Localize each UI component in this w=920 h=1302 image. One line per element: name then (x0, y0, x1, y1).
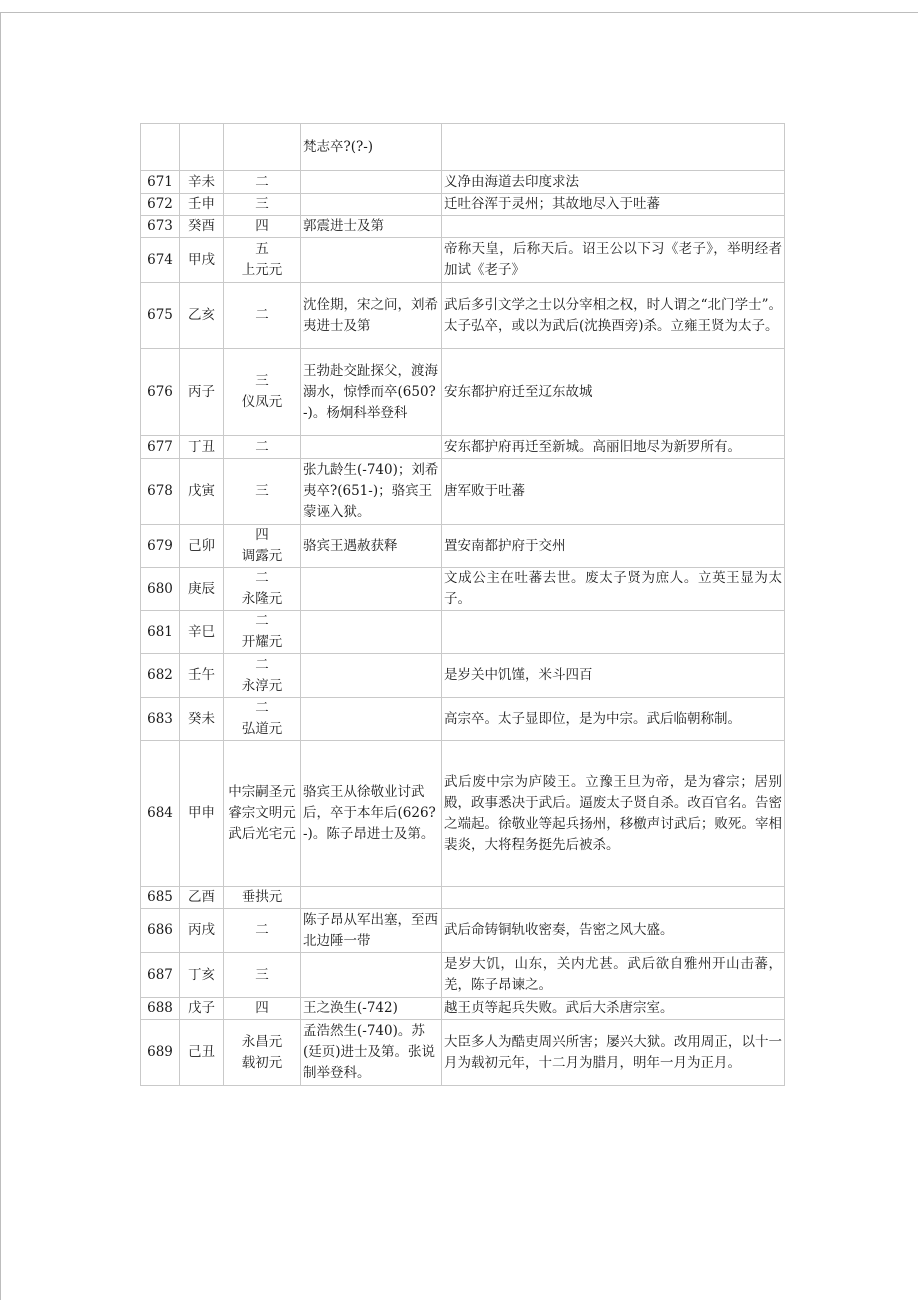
ganzhi-cell: 甲戌 (180, 238, 224, 283)
reign-line: 三 (255, 373, 269, 389)
literature-cell: 沈佺期，宋之问，刘希夷进士及第 (301, 283, 442, 349)
chronology-table-body (141, 124, 785, 1086)
reign-line: 三 (255, 966, 269, 983)
year-cell: 684 (141, 741, 180, 887)
reign-line: 垂拱元 (241, 889, 283, 905)
ganzhi-cell: 辛未 (180, 171, 224, 194)
ganzhi-cell: 辛巳 (180, 611, 224, 654)
year-cell: 679 (141, 525, 180, 568)
events-cell: 武后命铸铜轨收密奏，告密之风大盛。 (442, 909, 785, 953)
reign-line: 二 (255, 570, 269, 586)
table-row (141, 525, 785, 568)
events-cell (442, 124, 785, 171)
events-cell: 武后废中宗为庐陵王。立豫王旦为帝，是为睿宗；居别殿，政事悉决于武后。逼废太子贤自杀。改百官名。告密之端起。徐敬业等起兵扬州，移檄声讨武后；败死。宰相裴炎，大将程务挺先后被杀。 (442, 741, 785, 887)
year-cell: 687 (141, 953, 180, 998)
year-cell: 688 (141, 998, 180, 1020)
reign-line: 二 (255, 922, 269, 938)
reign-cell (224, 568, 301, 611)
year-cell: 685 (141, 887, 180, 909)
reign-line: 武后光宅元 (228, 826, 296, 842)
reign-line: 中宗嗣圣元 (228, 784, 296, 800)
events-cell: 义净由海道去印度求法 (442, 171, 785, 194)
events-cell: 帝称天皇，后称天后。诏王公以下习《老子》，举明经者加试《老子》 (442, 238, 785, 283)
ganzhi-cell: 壬午 (180, 654, 224, 698)
reign-line: 二 (255, 438, 269, 455)
year-cell: 677 (141, 436, 180, 459)
reign-line: 永隆元 (241, 591, 283, 607)
reign-line: 二 (255, 700, 269, 716)
ganzhi-cell: 戊子 (180, 998, 224, 1020)
table-row (141, 124, 785, 171)
ganzhi-cell: 丁丑 (180, 436, 224, 459)
literature-cell (301, 171, 442, 194)
table-row (141, 194, 785, 216)
table-row (141, 909, 785, 953)
reign-cell (224, 124, 301, 171)
table-row (141, 953, 785, 998)
year-cell (141, 124, 180, 171)
literature-cell (301, 238, 442, 283)
reign-line: 开耀元 (241, 634, 283, 650)
table-row (141, 436, 785, 459)
ganzhi-cell: 癸未 (180, 698, 224, 741)
reign-line: 调露元 (241, 548, 283, 564)
reign-cell (224, 909, 301, 953)
literature-cell: 陈子昂从军出塞，至西北边陲一带 (301, 909, 442, 953)
table-row (141, 216, 785, 238)
reign-cell (224, 283, 301, 349)
reign-line: 上元元 (241, 262, 283, 278)
table-row (141, 349, 785, 436)
ganzhi-cell: 己卯 (180, 525, 224, 568)
reign-line: 四 (255, 1000, 269, 1016)
reign-cell (224, 1020, 301, 1086)
table-row (141, 741, 785, 887)
ganzhi-cell: 乙酉 (180, 887, 224, 909)
events-cell: 文成公主在吐蕃去世。废太子贤为庶人。立英王显为太子。 (442, 568, 785, 611)
reign-cell (224, 238, 301, 283)
events-cell (442, 216, 785, 238)
events-cell: 是岁大饥，山东，关内尤甚。武后欲自雅州开山击蕃，羌，陈子昂谏之。 (442, 953, 785, 998)
reign-cell (224, 953, 301, 998)
table-row (141, 654, 785, 698)
year-cell: 673 (141, 216, 180, 238)
reign-line: 二 (255, 656, 269, 673)
literature-cell (301, 887, 442, 909)
reign-cell (224, 349, 301, 436)
ganzhi-cell: 癸酉 (180, 216, 224, 238)
year-cell: 683 (141, 698, 180, 741)
literature-cell (301, 194, 442, 216)
literature-cell: 孟浩然生(-740)。苏(廷页)进士及第。张说制举登科。 (301, 1020, 442, 1086)
literature-cell (301, 698, 442, 741)
events-cell: 置安南都护府于交州 (442, 525, 785, 568)
ganzhi-cell: 壬申 (180, 194, 224, 216)
reign-line: 三 (255, 196, 269, 212)
ganzhi-cell: 丁亥 (180, 953, 224, 998)
events-cell: 高宗卒。太子显即位，是为中宗。武后临朝称制。 (442, 698, 785, 741)
table-row (141, 171, 785, 194)
reign-line: 四 (255, 527, 269, 543)
year-cell: 676 (141, 349, 180, 436)
year-cell: 672 (141, 194, 180, 216)
year-cell: 680 (141, 568, 180, 611)
year-cell: 671 (141, 171, 180, 194)
literature-cell: 骆宾王从徐敬业讨武后，卒于本年后(626?-)。陈子昂进士及第。 (301, 741, 442, 887)
ganzhi-cell: 甲申 (180, 741, 224, 887)
year-cell: 681 (141, 611, 180, 654)
reign-line: 永昌元 (241, 1033, 283, 1050)
year-cell: 678 (141, 459, 180, 525)
year-cell: 675 (141, 283, 180, 349)
reign-cell (224, 459, 301, 525)
events-cell: 唐军败于吐蕃 (442, 459, 785, 525)
literature-cell (301, 611, 442, 654)
year-cell: 686 (141, 909, 180, 953)
literature-cell: 王勃赴交趾探父，渡海溺水，惊悸而卒(650?-)。杨炯科举登科 (301, 349, 442, 436)
events-cell: 大臣多人为酷吏周兴所害；屡兴大狱。改用周正，以十一月为载初元年，十二月为腊月，明年一月为正月。 (442, 1020, 785, 1086)
events-cell: 越王贞等起兵失败。武后大杀唐宗室。 (442, 998, 785, 1020)
reign-cell (224, 654, 301, 698)
ganzhi-cell: 戊寅 (180, 459, 224, 525)
table-row (141, 611, 785, 654)
chronology-table (140, 123, 785, 1086)
reign-line: 四 (255, 218, 269, 234)
reign-line: 三 (255, 483, 269, 499)
reign-line: 五 (255, 241, 269, 257)
year-cell: 689 (141, 1020, 180, 1086)
table-row (141, 698, 785, 741)
year-cell: 682 (141, 654, 180, 698)
ganzhi-cell: 乙亥 (180, 283, 224, 349)
reign-line: 睿宗文明元 (228, 805, 296, 821)
table-row (141, 887, 785, 909)
ganzhi-cell: 庚辰 (180, 568, 224, 611)
events-cell (442, 887, 785, 909)
reign-cell (224, 998, 301, 1020)
ganzhi-cell: 丙子 (180, 349, 224, 436)
events-cell: 是岁关中饥馑，米斗四百 (442, 654, 785, 698)
reign-cell (224, 698, 301, 741)
literature-cell: 郭震进士及第 (301, 216, 442, 238)
ganzhi-cell (180, 124, 224, 171)
events-cell (442, 611, 785, 654)
reign-line: 二 (255, 613, 269, 629)
reign-line: 弘道元 (241, 721, 283, 737)
reign-line: 永淳元 (241, 677, 283, 694)
literature-cell (301, 953, 442, 998)
reign-line: 载初元 (241, 1054, 283, 1071)
reign-cell (224, 194, 301, 216)
reign-cell (224, 436, 301, 459)
events-cell: 武后多引文学之士以分宰相之权，时人谓之“北门学士”。太子弘卒，或以为武后(沈换酉旁)杀。立雍王贤为太子。 (442, 283, 785, 349)
literature-cell (301, 654, 442, 698)
reign-cell (224, 171, 301, 194)
literature-cell: 骆宾王遇赦获释 (301, 525, 442, 568)
reign-line: 二 (255, 173, 269, 190)
table-row (141, 238, 785, 283)
events-cell: 安东都护府迁至辽东故城 (442, 349, 785, 436)
reign-line: 二 (255, 307, 269, 323)
reign-line: 仪凤元 (241, 394, 283, 410)
table-row (141, 1020, 785, 1086)
literature-cell: 梵志卒?(?-) (301, 124, 442, 171)
table-row (141, 283, 785, 349)
year-cell: 674 (141, 238, 180, 283)
ganzhi-cell: 己丑 (180, 1020, 224, 1086)
reign-cell (224, 741, 301, 887)
events-cell: 安东都护府再迁至新城。高丽旧地尽为新罗所有。 (442, 436, 785, 459)
reign-cell (224, 216, 301, 238)
literature-cell: 王之涣生(-742) (301, 998, 442, 1020)
reign-cell (224, 887, 301, 909)
table-row (141, 568, 785, 611)
literature-cell (301, 568, 442, 611)
reign-cell (224, 525, 301, 568)
table-row (141, 998, 785, 1020)
literature-cell: 张九龄生(-740)；刘希夷卒?(651-)；骆宾王蒙诬入狱。 (301, 459, 442, 525)
ganzhi-cell: 丙戌 (180, 909, 224, 953)
reign-cell (224, 611, 301, 654)
events-cell: 迁吐谷浑于灵州；其故地尽入于吐蕃 (442, 194, 785, 216)
table-row (141, 459, 785, 525)
literature-cell (301, 436, 442, 459)
